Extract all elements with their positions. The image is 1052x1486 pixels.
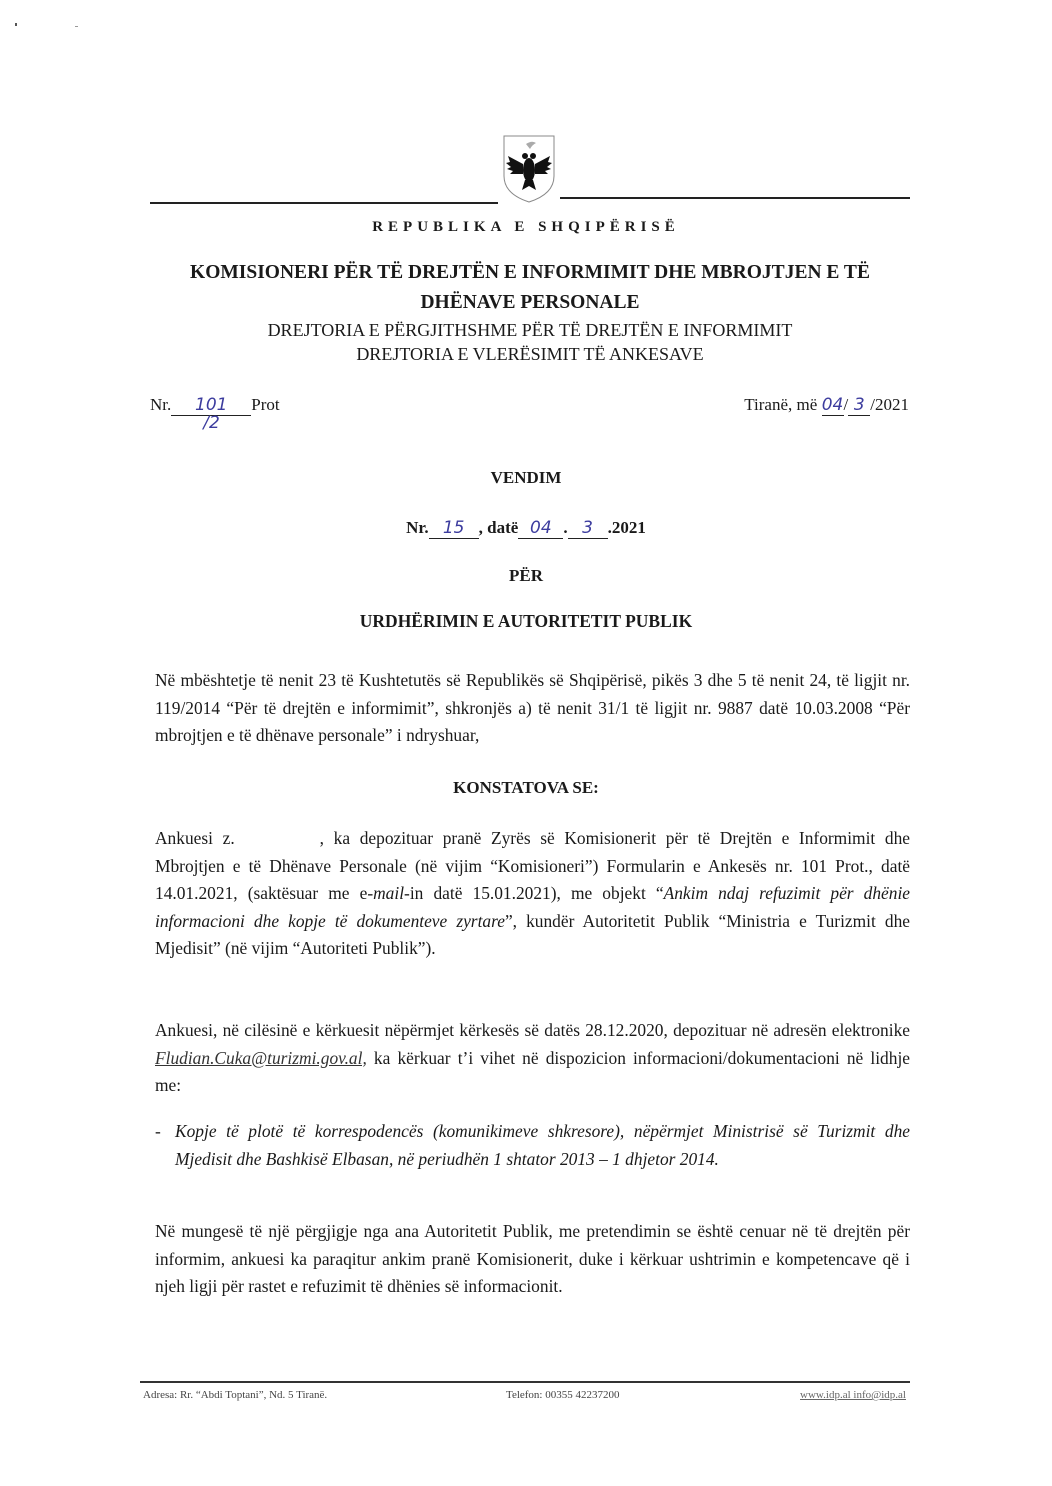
directorate-block (150, 318, 910, 366)
institution-line-1: KOMISIONERI PËR TË DREJTËN E INFORMIMIT DHE MBROJTJEN E TË (190, 262, 870, 283)
decision-year: .2021 (607, 518, 646, 537)
date-year: /2021 (870, 395, 909, 414)
protocol-number-value: 101 (195, 395, 228, 415)
footer-phone: Telefon: 00355 42237200 (506, 1389, 620, 1401)
decision-nr-label: Nr. (406, 518, 429, 537)
nr-label: Nr. (150, 395, 172, 414)
header-rule-right (560, 197, 910, 199)
place-date: Tiranë, më 04/ 3 /2021 (744, 395, 909, 415)
complaint-text-c: ”, kundër Autoritetit Publik “Ministria e Turizmit dhe Mjedisit” (në vijim “Autoriteti Publik”). (155, 910, 911, 958)
directorate-general: DREJTORIA E PËRGJITHSHME PËR TË DREJTËN E INFORMIMIT (267, 320, 793, 340)
konstatova-heading: KONSTATOVA SE: (453, 778, 599, 797)
request-text-start: Ankuesi, në cilësinë e kërkuesit nëpërmjet kërkesës së datës 28.12.2020, depozituar në adresën elektronike (155, 1020, 910, 1040)
email-link[interactable]: Fludian.Cuka@turizmi.gov.al, (155, 1047, 367, 1068)
scan-speck (15, 23, 17, 26)
claim-paragraph: Në mungesë të një përgjigje nga ana Autoritetit Publik, me pretendimin se është cenuar në të drejtën për informim, ankuesi ka paraqitur ankim pranë Komisionerit, duke i kërkuar ushtrimin e kompetencave që i njeh ligji për rastet e refuzimit të dhënies së informacionit. (155, 1221, 910, 1296)
complaint-text-a: , ka depozituar pranë Zyrës së Komisionerit për të Drejtën e Informimit dhe Mbrojtjen e të Dhënave Personale (në vijim “Komisioneri”) Formularin e Ankesës nr. 101 Prot., datë 14.01.2021, (saktësuar me e- (155, 828, 910, 903)
albania-coat-of-arms-icon (500, 134, 558, 204)
list-item-text: Kopje të plotë të korrespodencës (komunikimeve shkresore), nëpërmjet Ministrisë së Turizmit dhe Mjedisit dhe Bashkisë Elbasan, në periudhën 1 shtator 2013 – 1 dhjetor 2014. (175, 1121, 910, 1169)
decision-day: 04 (518, 518, 563, 539)
complaint-text-b: -in datë 15.01.2021), me objekt “ (404, 883, 664, 903)
protocol-number-field (171, 395, 251, 433)
decision-date-label: , datë (478, 518, 519, 537)
directorate: DREJTORIA E VLERËSIMIT TË ANKESAVE (356, 344, 704, 364)
request-text-end: ka kërkuar t’i vihet në dispozicion informacioni/dokumentacioni në lidhje me: (155, 1047, 910, 1095)
decision-title: VENDIM (490, 468, 562, 487)
protocol-sub-number: /2 (203, 413, 220, 433)
decision-number-line: Nr. 15 , datë 04 . 3 .2021 (406, 518, 646, 538)
place-label: Tiranë, më (744, 395, 818, 414)
scan-speck (75, 26, 78, 27)
date-day: 04 (821, 395, 844, 415)
date-month: 3 (848, 395, 870, 416)
decision-number: 15 (429, 518, 479, 539)
institution-name (150, 258, 910, 318)
footer-address: Adresa: Rr. “Abdi Toptani”, Nd. 5 Tiranë. (143, 1389, 328, 1401)
list-item (155, 1118, 910, 1173)
protocol-number (150, 395, 280, 433)
mail-word: mail (373, 883, 405, 903)
decision-subject: URDHËRIMIN E AUTORITETIT PUBLIK (359, 611, 693, 631)
decision-month: 3 (568, 518, 608, 539)
request-paragraph (155, 1017, 910, 1100)
institution-line-2: DHËNAVE PERSONALE (420, 292, 640, 313)
list-bullet: - (155, 1121, 161, 1141)
prot-label: Prot (251, 395, 280, 414)
footer-web-link[interactable]: www.idp.al info@idp.al (800, 1389, 906, 1401)
republic-title: REPUBLIKA E SHQIPËRISË (372, 219, 680, 235)
complaint-paragraph (155, 825, 910, 963)
complainant-label: Ankuesi z. (155, 828, 235, 848)
header-rule-left (150, 202, 498, 204)
complaint-object: Ankim ndaj refuzimit për dhënie informacioni dhe kopje të dokumenteve zyrtare (155, 883, 911, 931)
request-list (155, 1118, 910, 1173)
per-heading: PËR (509, 566, 543, 585)
footer-rule (140, 1381, 910, 1383)
legal-basis-paragraph: Në mbështetje të nenit 23 të Kushtetutës së Republikës së Shqipërisë, pikës 3 dhe 5 të nenit 24, të ligjit nr. 119/2014 “Për të drejtën e informimit”, shkronjës a) të nenit 31/1 të ligjit nr. 9887 datë 10.03.2008 “Për mbrojtjen e të dhënave personale” i ndryshuar, (155, 670, 910, 745)
